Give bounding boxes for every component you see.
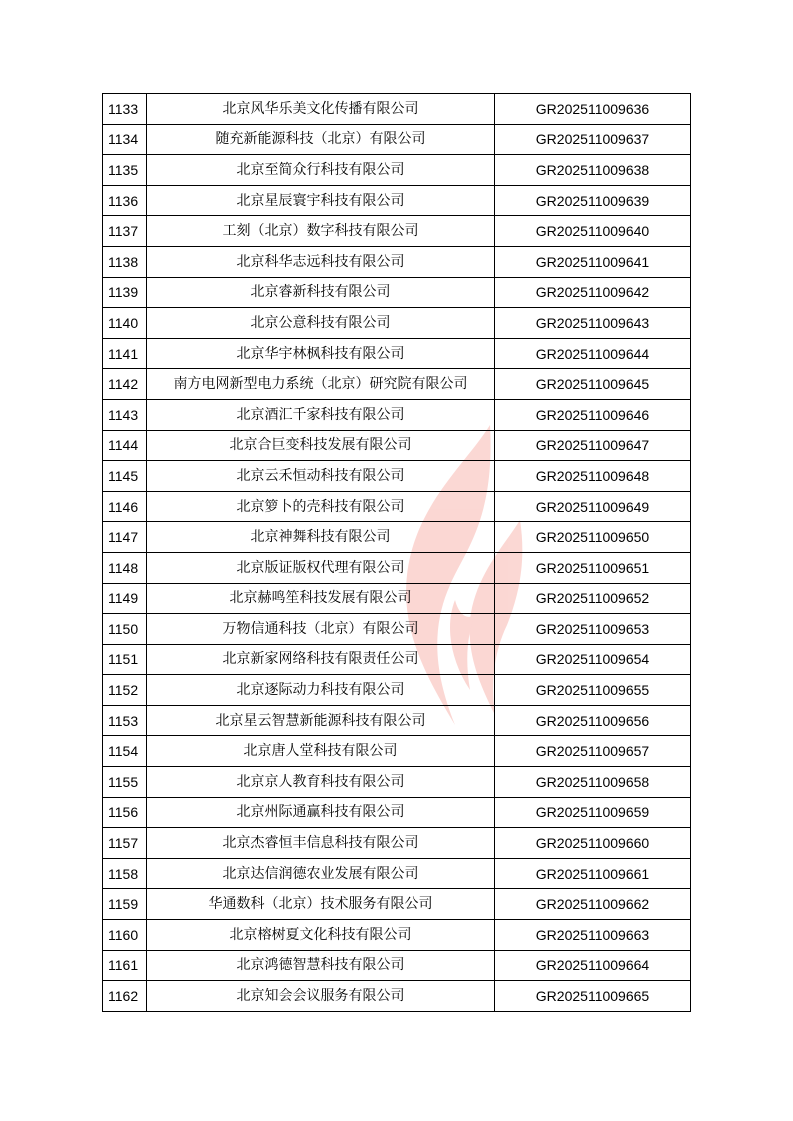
table-row bbox=[103, 94, 691, 125]
row-number-cell: 1145 bbox=[103, 461, 147, 492]
company-name-cell: 北京箩卜的壳科技有限公司 bbox=[147, 491, 495, 522]
certificate-code-cell: GR202511009654 bbox=[495, 644, 691, 675]
table-row bbox=[103, 124, 691, 155]
company-name-cell: 北京风华乐美文化传播有限公司 bbox=[147, 94, 495, 125]
certificate-code-cell: GR202511009657 bbox=[495, 736, 691, 767]
table-row bbox=[103, 552, 691, 583]
row-number-cell: 1159 bbox=[103, 889, 147, 920]
company-name-cell: 华通数科（北京）技术服务有限公司 bbox=[147, 889, 495, 920]
table-row bbox=[103, 736, 691, 767]
table-row bbox=[103, 889, 691, 920]
certificate-code-cell: GR202511009637 bbox=[495, 124, 691, 155]
row-number-cell: 1160 bbox=[103, 920, 147, 951]
table-row bbox=[103, 277, 691, 308]
certificate-code-cell: GR202511009648 bbox=[495, 461, 691, 492]
table-row bbox=[103, 185, 691, 216]
row-number-cell: 1135 bbox=[103, 155, 147, 186]
row-number-cell: 1133 bbox=[103, 94, 147, 125]
company-name-cell: 北京新家网络科技有限责任公司 bbox=[147, 644, 495, 675]
row-number-cell: 1161 bbox=[103, 950, 147, 981]
row-number-cell: 1144 bbox=[103, 430, 147, 461]
company-name-cell: 北京杰睿恒丰信息科技有限公司 bbox=[147, 828, 495, 859]
table-row bbox=[103, 797, 691, 828]
table-row bbox=[103, 430, 691, 461]
company-name-cell: 北京星辰寰宇科技有限公司 bbox=[147, 185, 495, 216]
row-number-cell: 1151 bbox=[103, 644, 147, 675]
company-name-cell: 北京华宇林枫科技有限公司 bbox=[147, 338, 495, 369]
certificate-code-cell: GR202511009661 bbox=[495, 858, 691, 889]
company-name-cell: 北京达信润德农业发展有限公司 bbox=[147, 858, 495, 889]
certificate-code-cell: GR202511009639 bbox=[495, 185, 691, 216]
table-row bbox=[103, 522, 691, 553]
company-name-cell: 北京星云智慧新能源科技有限公司 bbox=[147, 705, 495, 736]
row-number-cell: 1158 bbox=[103, 858, 147, 889]
company-name-cell: 北京知会会议服务有限公司 bbox=[147, 981, 495, 1012]
certificate-code-cell: GR202511009646 bbox=[495, 399, 691, 430]
company-name-cell: 随充新能源科技（北京）有限公司 bbox=[147, 124, 495, 155]
table-row bbox=[103, 950, 691, 981]
company-name-cell: 北京酒汇千家科技有限公司 bbox=[147, 399, 495, 430]
certificate-code-cell: GR202511009660 bbox=[495, 828, 691, 859]
table-row bbox=[103, 644, 691, 675]
row-number-cell: 1162 bbox=[103, 981, 147, 1012]
table-row bbox=[103, 828, 691, 859]
table-row bbox=[103, 583, 691, 614]
company-name-cell: 北京州际通赢科技有限公司 bbox=[147, 797, 495, 828]
table-row bbox=[103, 858, 691, 889]
certificate-code-cell: GR202511009642 bbox=[495, 277, 691, 308]
certificate-code-cell: GR202511009652 bbox=[495, 583, 691, 614]
certificate-code-cell: GR202511009640 bbox=[495, 216, 691, 247]
company-name-cell: 南方电网新型电力系统（北京）研究院有限公司 bbox=[147, 369, 495, 400]
table-row bbox=[103, 461, 691, 492]
certificate-code-cell: GR202511009644 bbox=[495, 338, 691, 369]
certificate-code-cell: GR202511009665 bbox=[495, 981, 691, 1012]
company-name-cell: 北京唐人堂科技有限公司 bbox=[147, 736, 495, 767]
certificate-code-cell: GR202511009658 bbox=[495, 767, 691, 798]
company-name-cell: 北京京人教育科技有限公司 bbox=[147, 767, 495, 798]
row-number-cell: 1141 bbox=[103, 338, 147, 369]
company-name-cell: 北京科华志远科技有限公司 bbox=[147, 246, 495, 277]
certificate-code-cell: GR202511009649 bbox=[495, 491, 691, 522]
certificate-code-cell: GR202511009655 bbox=[495, 675, 691, 706]
table-row bbox=[103, 308, 691, 339]
table-row bbox=[103, 614, 691, 645]
company-name-cell: 北京赫鸣笙科技发展有限公司 bbox=[147, 583, 495, 614]
table-row bbox=[103, 920, 691, 951]
certificate-code-cell: GR202511009662 bbox=[495, 889, 691, 920]
table-row bbox=[103, 675, 691, 706]
table-row bbox=[103, 491, 691, 522]
row-number-cell: 1157 bbox=[103, 828, 147, 859]
row-number-cell: 1139 bbox=[103, 277, 147, 308]
row-number-cell: 1150 bbox=[103, 614, 147, 645]
company-name-cell: 工刻（北京）数字科技有限公司 bbox=[147, 216, 495, 247]
certificate-code-cell: GR202511009645 bbox=[495, 369, 691, 400]
table-row bbox=[103, 981, 691, 1012]
certificate-code-cell: GR202511009663 bbox=[495, 920, 691, 951]
row-number-cell: 1153 bbox=[103, 705, 147, 736]
certificate-code-cell: GR202511009651 bbox=[495, 552, 691, 583]
row-number-cell: 1143 bbox=[103, 399, 147, 430]
certificate-code-cell: GR202511009636 bbox=[495, 94, 691, 125]
company-name-cell: 北京榕树夏文化科技有限公司 bbox=[147, 920, 495, 951]
company-name-cell: 北京合巨变科技发展有限公司 bbox=[147, 430, 495, 461]
certificate-code-cell: GR202511009659 bbox=[495, 797, 691, 828]
certificate-code-cell: GR202511009641 bbox=[495, 246, 691, 277]
row-number-cell: 1140 bbox=[103, 308, 147, 339]
company-name-cell: 北京逐际动力科技有限公司 bbox=[147, 675, 495, 706]
company-name-cell: 北京公意科技有限公司 bbox=[147, 308, 495, 339]
table-row bbox=[103, 705, 691, 736]
certificate-code-cell: GR202511009650 bbox=[495, 522, 691, 553]
company-name-cell: 北京睿新科技有限公司 bbox=[147, 277, 495, 308]
table-body bbox=[103, 94, 691, 1012]
row-number-cell: 1142 bbox=[103, 369, 147, 400]
company-name-cell: 北京云禾恒动科技有限公司 bbox=[147, 461, 495, 492]
table-row bbox=[103, 767, 691, 798]
certificate-code-cell: GR202511009653 bbox=[495, 614, 691, 645]
row-number-cell: 1137 bbox=[103, 216, 147, 247]
company-name-cell: 北京至简众行科技有限公司 bbox=[147, 155, 495, 186]
table-row bbox=[103, 246, 691, 277]
certificate-code-cell: GR202511009643 bbox=[495, 308, 691, 339]
company-name-cell: 北京版证版权代理有限公司 bbox=[147, 552, 495, 583]
table-row bbox=[103, 155, 691, 186]
row-number-cell: 1147 bbox=[103, 522, 147, 553]
table-row bbox=[103, 338, 691, 369]
company-name-cell: 北京鸿德智慧科技有限公司 bbox=[147, 950, 495, 981]
row-number-cell: 1134 bbox=[103, 124, 147, 155]
row-number-cell: 1149 bbox=[103, 583, 147, 614]
table-row bbox=[103, 369, 691, 400]
row-number-cell: 1148 bbox=[103, 552, 147, 583]
row-number-cell: 1156 bbox=[103, 797, 147, 828]
certificate-code-cell: GR202511009638 bbox=[495, 155, 691, 186]
company-name-cell: 万物信通科技（北京）有限公司 bbox=[147, 614, 495, 645]
row-number-cell: 1146 bbox=[103, 491, 147, 522]
table-row bbox=[103, 399, 691, 430]
row-number-cell: 1152 bbox=[103, 675, 147, 706]
certificate-code-cell: GR202511009664 bbox=[495, 950, 691, 981]
row-number-cell: 1154 bbox=[103, 736, 147, 767]
certificate-code-cell: GR202511009656 bbox=[495, 705, 691, 736]
row-number-cell: 1138 bbox=[103, 246, 147, 277]
company-register-table bbox=[102, 93, 691, 1012]
certificate-code-cell: GR202511009647 bbox=[495, 430, 691, 461]
row-number-cell: 1155 bbox=[103, 767, 147, 798]
company-name-cell: 北京神舞科技有限公司 bbox=[147, 522, 495, 553]
row-number-cell: 1136 bbox=[103, 185, 147, 216]
table-row bbox=[103, 216, 691, 247]
